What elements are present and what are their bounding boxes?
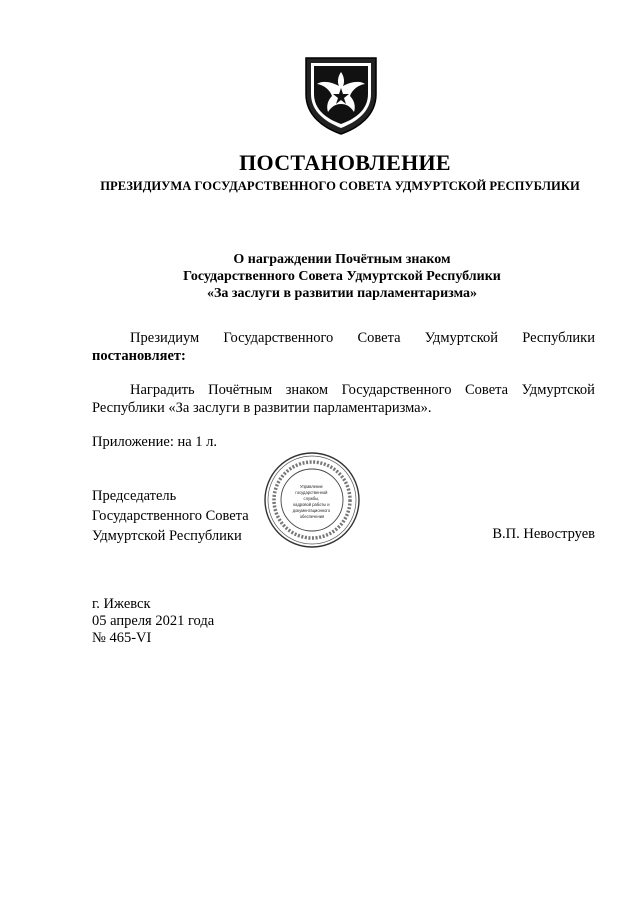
resolution-verb: постановляет: <box>92 348 186 364</box>
word: Республики <box>522 330 595 346</box>
word: Удмуртской <box>521 382 595 398</box>
word: Удмуртской <box>424 330 499 346</box>
official-stamp-icon <box>262 450 362 550</box>
word: Совета <box>465 382 509 398</box>
title-line: О награждении Почётным знаком <box>233 252 451 267</box>
document-number: № 465-VI <box>92 630 152 646</box>
document-type-heading: ПОСТАНОВЛЕНИЕ <box>239 150 451 175</box>
paragraph-line: Республики «За заслуги в развитии парламентаризма». <box>92 400 432 416</box>
title-line: Государственного Совета Удмуртской Республики <box>183 269 501 284</box>
word: Совета <box>357 330 401 346</box>
stamp-text: документационного <box>292 508 331 513</box>
city-text: г. Ижевск <box>92 596 151 612</box>
date-text: 05 апреля 2021 года <box>92 613 215 629</box>
issuer-heading: ПРЕЗИДИУМА ГОСУДАРСТВЕННОГО СОВЕТА УДМУРТСКОЙ РЕСПУБЛИКИ <box>100 179 580 193</box>
word: Президиум <box>130 330 200 346</box>
position-line: Удмуртской Республики <box>92 528 242 544</box>
word: Наградить <box>130 382 195 398</box>
position-line: Государственного Совета <box>92 508 249 524</box>
stamp-text: Управление <box>300 484 323 489</box>
document-title <box>0 251 640 302</box>
paragraph-line <box>92 381 595 399</box>
appendix-note: Приложение: на 1 л. <box>92 434 218 450</box>
resolution-paragraph <box>92 329 595 365</box>
title-line: «За заслуги в развитии парламентаризма» <box>206 286 478 301</box>
paragraph-line <box>92 329 595 347</box>
word: Государственного <box>223 330 334 346</box>
word: знаком <box>285 382 329 398</box>
stamp-text: кадровой работы и <box>293 502 330 507</box>
document-footer <box>92 596 214 647</box>
signatory-name: В.П. Невоструев <box>492 526 595 542</box>
svg-text:Управление государственн <box>293 484 332 519</box>
word: Государственного <box>341 382 452 398</box>
stamp-text: службы, <box>303 496 320 501</box>
stamp-text: обеспечения <box>299 514 325 519</box>
award-paragraph <box>92 381 595 417</box>
position-line: Председатель <box>92 488 177 504</box>
stamp-text: государственной <box>295 490 328 495</box>
signatory-position <box>92 486 249 546</box>
udmurtia-coat-of-arms-icon <box>302 54 380 136</box>
word: Почётным <box>208 382 273 398</box>
